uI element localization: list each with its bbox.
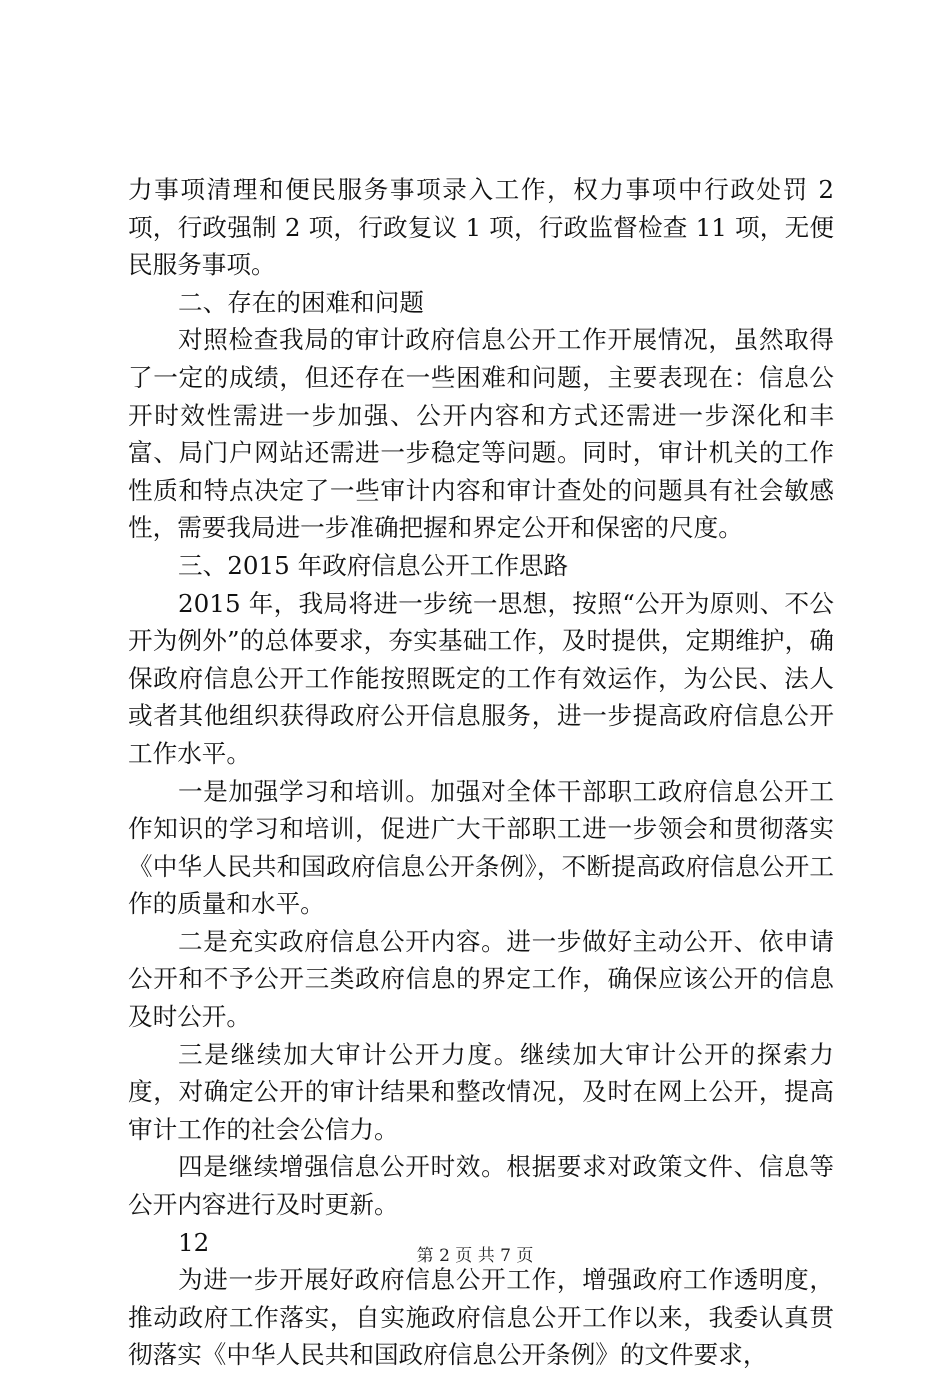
paragraph-continuation: 力事项清理和便民服务事项录入工作，权力事项中行政处罚 2 项，行政强制 2 项，行政复议 1 项，行政监督检查 11 项，无便民服务事项。 <box>128 175 834 280</box>
paragraph-audit-disclosure: 三是继续加大审计公开力度。继续加大审计公开的探索力度，对确定公开的审计结果和整改情况，及时在网上公开，提高审计工作的社会公信力。 <box>128 1039 834 1144</box>
paragraph-plan-2015: 2015 年，我局将进一步统一思想，按照“公开为原则、不公开为例外”的总体要求，夯实基础工作，及时提供，定期维护，确保政府信息公开工作能按照既定的工作有效运作，为公民、法人或者其他组织获得政府公开信息服务，进一步提高政府信息公开工作水平。 <box>128 588 834 768</box>
section-number: 12 <box>178 1227 210 1257</box>
paragraph-timeliness: 四是继续增强信息公开时效。根据要求对政策文件、信息等公开内容进行及时更新。 <box>128 1152 834 1220</box>
paragraph-problems: 对照检查我局的审计政府信息公开工作开展情况，虽然取得了一定的成绩，但还存在一些困难和问题，主要表现在：信息公开时效性需进一步加强、公开内容和方式还需进一步深化和丰富、局门户网站还需进一步稳定等问题。同时，审计机关的工作性质和特点决定了一些审计内容和审计查处的问题具有社会敏感性，需要我局进一步准确把握和界定公开和保密的尺度。 <box>128 325 834 543</box>
page-footer: 第 2 页 共 7 页 <box>416 1246 534 1266</box>
section-heading-plan-2015: 三、2015 年政府信息公开工作思路 <box>178 550 569 580</box>
paragraph-enrich-content: 二是充实政府信息公开内容。进一步做好主动公开、依申请公开和不予公开三类政府信息的界定工作，确保应该公开的信息及时公开。 <box>128 926 834 1032</box>
document-body <box>128 171 834 1374</box>
section-heading-problems: 二、存在的困难和问题 <box>178 287 424 317</box>
paragraph-new-section: 为进一步开展好政府信息公开工作，增强政府工作透明度，推动政府工作落实，自实施政府信息公开工作以来，我委认真贯彻落实《中华人民共和国政府信息公开条例》的文件要求， <box>128 1265 834 1370</box>
paragraph-study-training: 一是加强学习和培训。加强对全体干部职工政府信息公开工作知识的学习和培训，促进广大干部职工进一步领会和贯彻落实《中华人民共和国政府信息公开条例》，不断提高政府信息公开工作的质量和水平。 <box>128 776 834 919</box>
